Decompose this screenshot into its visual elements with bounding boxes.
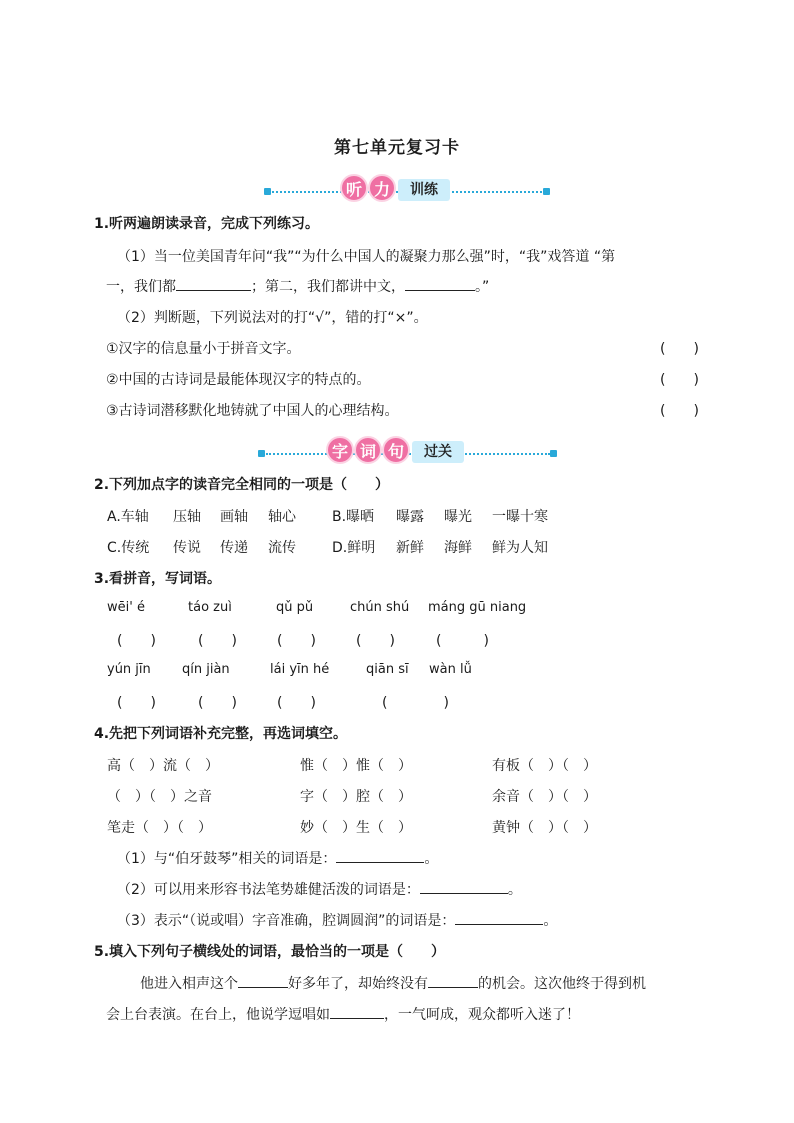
answer-blank[interactable]	[336, 848, 424, 863]
option-word: 流传	[268, 540, 296, 556]
judgement-item: ①汉字的信息量小于拼音文字。	[106, 341, 301, 357]
answer-box[interactable]: ( )	[198, 633, 237, 649]
fill-sentence-text: （3）表示“（说或唱）字音准确，腔调圆润”的词语是：	[117, 913, 456, 929]
q5-text: 会上台表演。在台上，他说学逗唱如	[106, 1007, 330, 1023]
banner-dot-right	[543, 188, 550, 195]
idiom-fill[interactable]: 妙（ ）生（ ）	[300, 820, 412, 836]
pinyin: qín jiàn	[182, 662, 230, 677]
option-word: B.曝晒	[332, 509, 375, 525]
section-banner-words	[258, 434, 558, 464]
idiom-fill[interactable]: 笔走（ ）（ ）	[107, 820, 212, 836]
answer-blank[interactable]	[420, 879, 508, 894]
answer-box[interactable]: ( )	[277, 633, 316, 649]
pinyin: máng gū niang	[428, 600, 527, 615]
judgement-item: ②中国的古诗词是最能体现汉字的特点的。	[106, 372, 371, 388]
pinyin: táo zuì	[188, 600, 232, 615]
period: 。	[543, 913, 558, 929]
judgement-paren[interactable]: ( )	[660, 341, 699, 357]
banner-char-circle: 字	[326, 436, 354, 464]
q1-part1-line1: （1）当一位美国青年问“我”“为什么中国人的凝聚力那么强”时，“我”戏答道 “第	[117, 249, 616, 265]
idiom-fill[interactable]: 惟（ ）惟（ ）	[300, 758, 412, 774]
period: 。	[424, 851, 439, 867]
q5-sentence-line1	[140, 973, 646, 993]
answer-blank[interactable]	[176, 276, 251, 291]
section-banner-listening	[264, 172, 550, 202]
q5-text: 的机会。这次他终于得到机	[478, 976, 646, 992]
answer-blank[interactable]	[428, 973, 478, 988]
banner-char-circle: 句	[382, 436, 410, 464]
question-4-heading: 4.先把下列词语补充完整，再选词填空。	[94, 726, 348, 742]
banner-tag: 训练	[398, 179, 450, 201]
pinyin: lái yīn hé	[270, 662, 330, 677]
answer-blank[interactable]	[238, 973, 288, 988]
fill-sentence-text: （2）可以用来形容书法笔势雄健活泼的词语是：	[117, 882, 420, 898]
option-word: 鲜为人知	[492, 540, 548, 556]
option-word: 新鲜	[396, 540, 424, 556]
answer-box[interactable]: ( )	[198, 695, 237, 711]
option-word: 曝露	[396, 509, 424, 525]
judgement-paren[interactable]: ( )	[660, 403, 699, 419]
period: 。	[507, 882, 522, 898]
q1-part1-line2	[106, 276, 489, 296]
answer-box[interactable]: ( )	[382, 695, 449, 711]
banner-char-circle: 词	[354, 436, 382, 464]
banner-char-circle: 听	[340, 174, 368, 202]
answer-blank[interactable]	[455, 910, 543, 925]
banner-dot-right	[550, 450, 557, 457]
option-word: 曝光	[444, 509, 472, 525]
q1-part1-text-a: 一，我们都	[106, 279, 176, 295]
q1-part1-text-c: 。”	[475, 279, 490, 295]
idiom-fill[interactable]: 字（ ）腔（ ）	[300, 789, 412, 805]
banner-char-circle: 力	[368, 174, 396, 202]
answer-box[interactable]: ( )	[277, 695, 316, 711]
question-1-heading: 1.听两遍朗读录音，完成下列练习。	[94, 216, 320, 232]
option-word: 一曝十寒	[492, 509, 548, 525]
option-word: 压轴	[173, 509, 201, 525]
answer-box[interactable]: ( )	[356, 633, 395, 649]
fill-sentence	[117, 910, 557, 930]
q5-text: 他进入相声这个	[140, 976, 238, 992]
option-word: 传递	[220, 540, 248, 556]
answer-box[interactable]: ( )	[117, 695, 156, 711]
q1-part1-text-b: ；第二，我们都讲中文，	[251, 279, 405, 295]
pinyin: qiān sī	[366, 662, 409, 677]
idiom-fill[interactable]: 有板（ ）（ ）	[492, 758, 597, 774]
option-word: 画轴	[220, 509, 248, 525]
answer-box[interactable]: ( )	[436, 633, 489, 649]
fill-sentence	[117, 879, 522, 899]
option-word: 传说	[173, 540, 201, 556]
option-word: C.传统	[107, 540, 150, 556]
idiom-fill[interactable]: （ ）（ ）之音	[107, 789, 212, 805]
pinyin: chún shú	[350, 600, 410, 615]
q5-text: ，一气呵成，观众都听入迷了！	[384, 1007, 580, 1023]
q1-part2-instruction: （2）判断题，下列说法对的打“√”，错的打“×”。	[117, 310, 428, 326]
idiom-fill[interactable]: 余音（ ）（ ）	[492, 789, 597, 805]
answer-blank[interactable]	[405, 276, 475, 291]
banner-dot-left	[258, 450, 265, 457]
idiom-fill[interactable]: 黄钟（ ）（ ）	[492, 820, 597, 836]
q5-text: 好多年了，却始终没有	[288, 976, 428, 992]
banner-tag: 过关	[412, 441, 464, 463]
banner-dot-left	[264, 188, 271, 195]
pinyin: wēi' é	[107, 600, 145, 615]
answer-box[interactable]: ( )	[117, 633, 156, 649]
option-word: A.车轴	[107, 509, 149, 525]
q5-sentence-line2	[106, 1004, 580, 1024]
question-2-heading: 2.下列加点字的读音完全相同的一项是（ ）	[94, 477, 390, 493]
fill-sentence-text: （1）与“伯牙鼓琴”相关的词语是：	[117, 851, 337, 867]
option-word: 海鲜	[444, 540, 472, 556]
option-word: 轴心	[268, 509, 296, 525]
pinyin: qǔ pǔ	[276, 600, 314, 615]
pinyin: yún jīn	[107, 662, 151, 677]
answer-blank[interactable]	[330, 1004, 384, 1019]
pinyin: wàn lǚ	[429, 662, 472, 677]
option-word: D.鲜明	[332, 540, 376, 556]
question-3-heading: 3.看拼音，写词语。	[94, 571, 222, 587]
judgement-item: ③古诗词潜移默化地铸就了中国人的心理结构。	[106, 403, 399, 419]
idiom-fill[interactable]: 高（ ）流（ ）	[107, 758, 219, 774]
page-title: 第七单元复习卡	[334, 138, 460, 158]
question-5-heading: 5.填入下列句子横线处的词语，最恰当的一项是（ ）	[94, 944, 446, 960]
judgement-paren[interactable]: ( )	[660, 372, 699, 388]
fill-sentence	[117, 848, 438, 868]
